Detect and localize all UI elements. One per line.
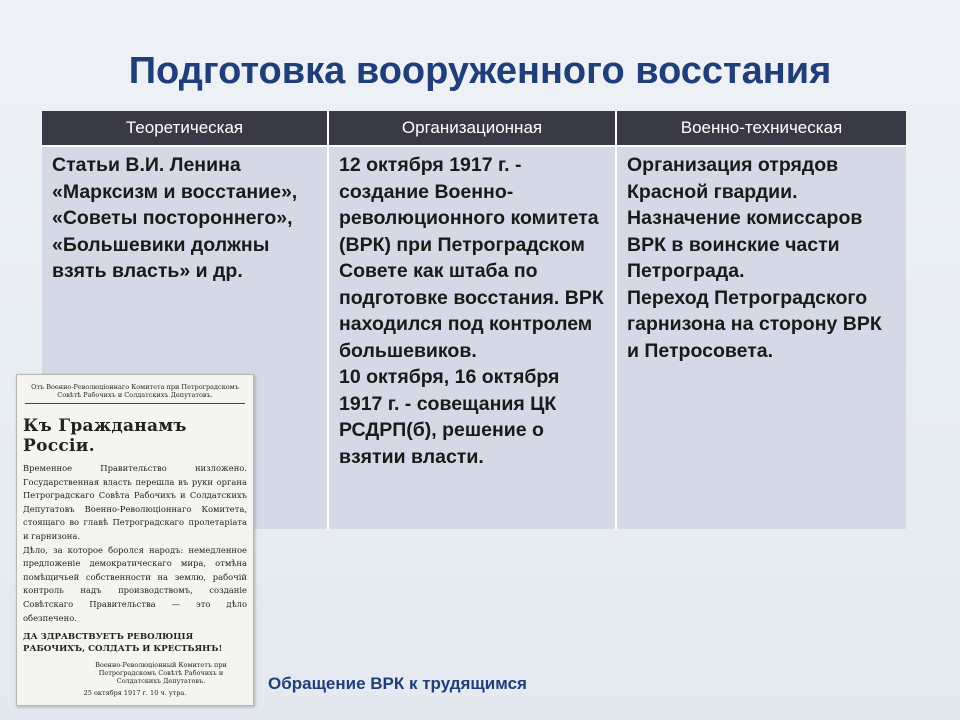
cell-military-technical-text: Организация отрядов Красной гвардии. Назначение комиссаров ВРК в воинские части Петрограда. Переход Петроградского гарнизона на сторону ВРК и Петросовета. xyxy=(627,154,882,362)
slide-title: Подготовка вооруженного восстания xyxy=(128,50,832,92)
header-theoretical: Теоретическая xyxy=(42,111,328,146)
table-header-row xyxy=(42,111,906,146)
poster-title: Къ Гражданамъ Россіи. xyxy=(23,416,187,456)
poster-signature: Военно-Революціонный Комитетъ при Петроградскомъ Совѣтѣ Рабочихъ и Солдатскихъ Депутатовъ. xyxy=(95,661,227,686)
cell-military-technical xyxy=(616,146,906,529)
poster-date: 25 октября 1917 г. 10 ч. утра. xyxy=(83,689,187,698)
cell-organizational xyxy=(328,146,616,529)
vrk-proclamation-image xyxy=(16,374,254,706)
header-military-technical: Военно-техническая xyxy=(616,111,906,146)
poster-header: Отъ Военно-Революціоннаго Комитета при Петроградскомъ Совѣтѣ Рабочихъ и Солдатскихъ Депутатовъ. xyxy=(25,383,245,404)
image-caption: Обращение ВРК к трудящимся xyxy=(268,674,527,693)
header-organizational: Организационная xyxy=(328,111,616,146)
cell-organizational-text: 12 октября 1917 г. - создание Военно-революционного комитета (ВРК) при Петроградском Совете как штаба по подготовке восстания. ВРК находился под контролем большевиков. 10 октября, 16 октября 1917 г. - совещания ЦК РСДРП(б), решение о взятии власти. xyxy=(339,154,604,468)
poster-slogan: ДА ЗДРАВСТВУЕТЪ РЕВОЛЮЦІЯ РАБОЧИХЪ, СОЛДАТЪ И КРЕСТЬЯНЪ! xyxy=(23,632,223,655)
cell-theoretical-text: Статьи В.И. Ленина «Марксизм и восстание», «Советы постороннего», «Большевики должны взять власть» и др. xyxy=(52,154,298,282)
poster-text: Временное Правительство низложено. Государственная власть перешла въ руки органа Петроградскаго Совѣта Рабочихъ и Солдатскихъ Депутатовъ Военно-Революціоннаго Комитета, стоящаго во главѣ Петроградскаго пролетаріата и гарнизона. Дѣло, за которое боролся народъ: немедленное предложеніе демократическаго мира, отмѣна помѣщичьей собственности на землю, рабочій контроль надъ производствомъ, созданіе Совѣтскаго Правительства — это дѣло обезпечено. xyxy=(23,463,247,623)
